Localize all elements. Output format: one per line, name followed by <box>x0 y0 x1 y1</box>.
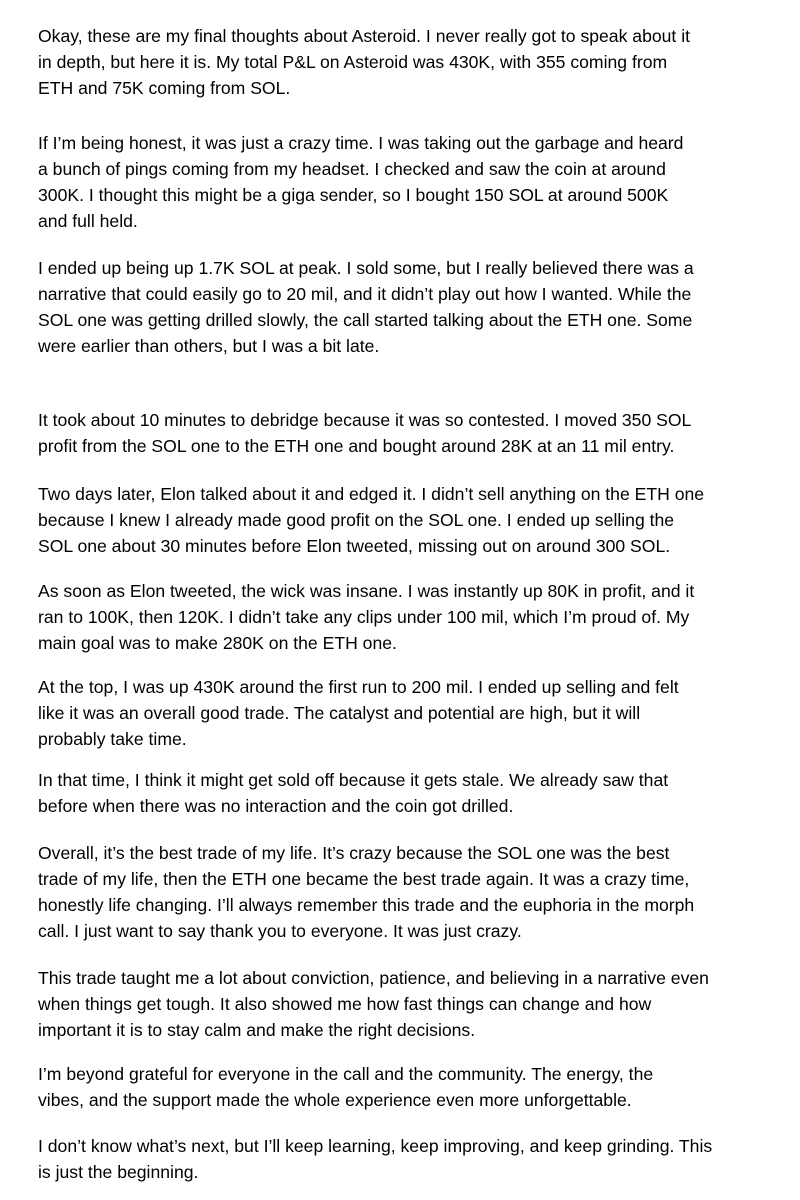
paragraph-7: At the top, I was up 430K around the first run to 200 mil. I ended up selling and felt like it was an overall good trade. The catalyst and potential are high, but it will probably take time. <box>38 677 679 749</box>
paragraph-6: As soon as Elon tweeted, the wick was insane. I was instantly up 80K in profit, and it ran to 100K, then 120K. I didn’t take any clips under 100 mil, which I’m proud of. My main goal was to make 280K on the ETH one. <box>38 581 695 653</box>
paragraph-8: In that time, I think it might get sold off because it gets stale. We already saw that before when there was no interaction and the coin got drilled. <box>38 770 669 816</box>
paragraph-11: I’m beyond grateful for everyone in the call and the community. The energy, the vibes, and the support made the whole experience even more unforgettable. <box>38 1064 654 1110</box>
paragraph-4: It took about 10 minutes to debridge because it was so contested. I moved 350 SOL profit from the SOL one to the ETH one and bought around 28K at an 11 mil entry. <box>38 410 692 456</box>
paragraph-2: If I’m being honest, it was just a crazy time. I was taking out the garbage and heard a bunch of pings coming from my headset. I checked and saw the coin at around 300K. I thought this might be a giga sender, so I bought 150 SOL at around 500K and full held. <box>38 133 684 231</box>
paragraph-5: Two days later, Elon talked about it and edged it. I didn’t sell anything on the ETH one because I knew I already made good profit on the SOL one. I ended up selling the SOL one about 30 minutes before Elon tweeted, missing out on around 300 SOL. <box>38 484 705 556</box>
paragraph-10: This trade taught me a lot about conviction, patience, and believing in a narrative even when things get tough. It also showed me how fast things can change and how important it is to stay calm and make the right decisions. <box>38 968 709 1040</box>
paragraph-3: I ended up being up 1.7K SOL at peak. I sold some, but I really believed there was a narrative that could easily go to 20 mil, and it didn’t play out how I wanted. While the SOL one was getting drilled slowly, the call started talking about the ETH one. Some were earlier than others, but I was a bit late. <box>38 258 694 356</box>
paragraph-9: Overall, it’s the best trade of my life. It’s crazy because the SOL one was the best trade of my life, then the ETH one became the best trade again. It was a crazy time, honestly life changing. I’ll always remember this trade and the euphoria in the morph call. I just want to say thank you to everyone. It was just crazy. <box>38 843 695 941</box>
paragraph-12: I don’t know what’s next, but I’ll keep learning, keep improving, and keep grinding. This is just the beginning. <box>38 1136 713 1182</box>
paragraph-1: Okay, these are my final thoughts about Asteroid. I never really got to speak about it in depth, but here it is. My total P&L on Asteroid was 430K, with 355 coming from ETH and 75K coming from SOL. <box>38 26 690 98</box>
